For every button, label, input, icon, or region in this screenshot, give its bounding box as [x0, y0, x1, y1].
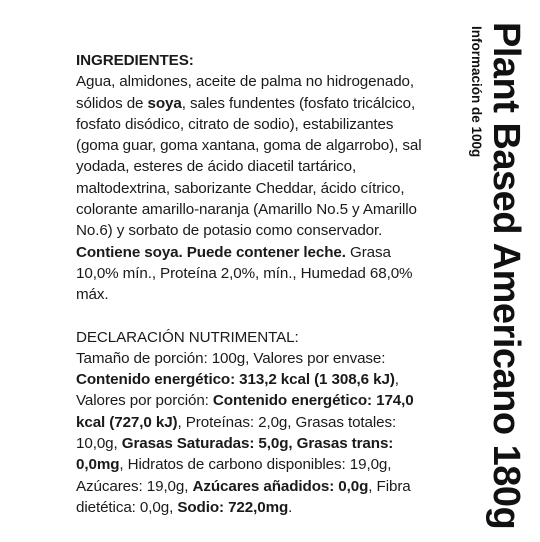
- product-subtitle: Información de 100g: [469, 26, 484, 158]
- allergen-warning: Contiene soya. Puede contener leche.: [76, 243, 346, 261]
- energy-per-serving: Contenido energético: 174,0 kcal (727,0 kJ): [76, 392, 414, 431]
- added-sugars: Azúcares añadidos: 0,0g: [192, 477, 369, 495]
- nutrition-text: .: [288, 498, 293, 516]
- nutrition-text: , Valores por porción:: [76, 371, 399, 410]
- sodium: Sodio: 722,0mg: [177, 498, 289, 516]
- label-text-block: [76, 50, 436, 518]
- allergen-soya: soya: [147, 94, 182, 112]
- ingredients-text: Agua, almidones, aceite de palma no hidrogenado, sólidos de: [76, 73, 415, 112]
- ingredients-heading: INGREDIENTES:: [76, 52, 194, 69]
- composition-text: Grasa 10,0% mín., Proteína 2,0%, mín., Humedad 68,0% máx.: [76, 243, 413, 304]
- fats-saturated-trans: Grasas Saturadas: 5,0g, Grasas trans: 0,0mg: [76, 435, 394, 474]
- nutrition-paragraph: [76, 348, 436, 518]
- energy-per-package: Contenido energético: 313,2 kcal (1 308,6 kJ): [76, 371, 395, 389]
- ingredients-text: , sales fundentes (fosfato tricálcico, fosfato disódico, citrato de sodio), estabilizantes (goma guar, goma xantana, goma de algarrobo), sal yodada, esteres de ácido diacetil tartárico, maltodextrina, saborizante Cheddar, ácido cítrico, colorante amarillo-naranja (Amarillo No.5 y Amarillo No.6) y sorbato de potasio como conservador.: [76, 94, 422, 240]
- nutrition-heading: DECLARACIÓN NUTRIMENTAL:: [76, 328, 299, 346]
- nutrition-text: , Fibra dietética: 0,0g,: [76, 477, 411, 516]
- nutrition-text: , Proteínas: 2,0g, Grasas totales: 10,0g,: [76, 413, 397, 453]
- side-title-block: [466, 22, 526, 542]
- ingredients-paragraph: [76, 71, 436, 305]
- nutrition-text: , Hidratos de carbono disponibles: 19,0g, Azúcares: 19,0g,: [76, 456, 392, 495]
- product-name: Plant Based Americano 180g: [485, 22, 527, 530]
- nutrition-text: Tamaño de porción: 100g, Valores por envase:: [76, 349, 386, 367]
